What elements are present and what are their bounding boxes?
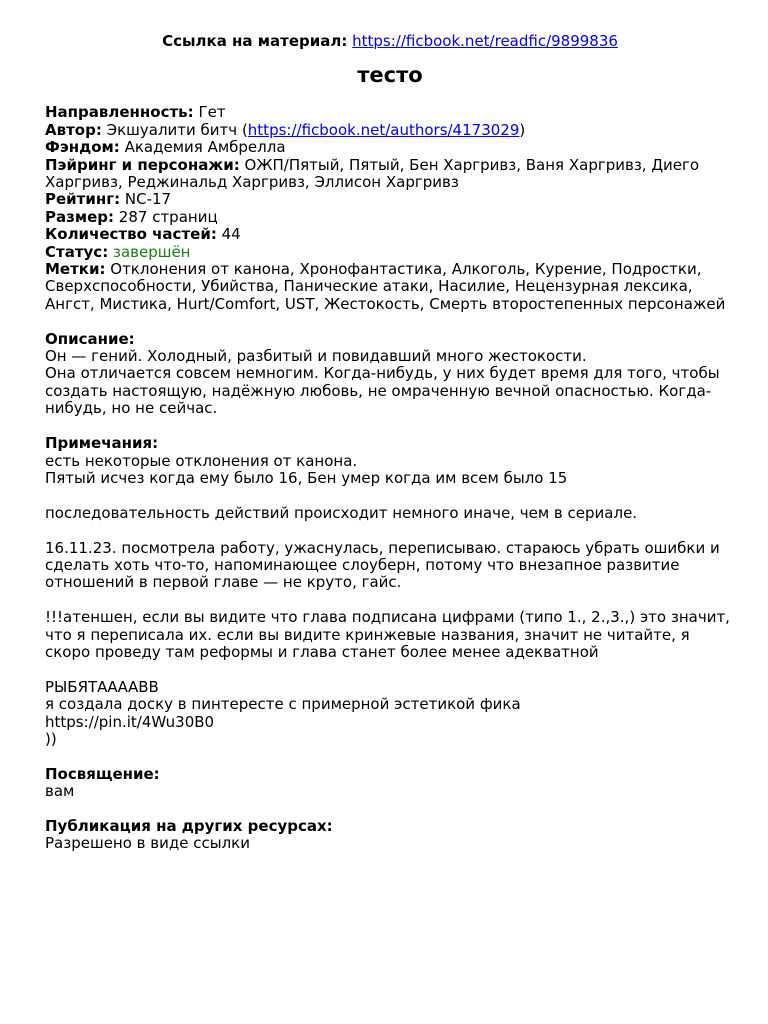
fandom-label: Фэндом: (45, 138, 120, 157)
spacer (45, 801, 735, 818)
field-rating (45, 191, 735, 208)
status-label: Статус: (45, 242, 109, 261)
notes-section (45, 435, 735, 748)
rating-label: Рейтинг: (45, 190, 121, 209)
field-size (45, 209, 735, 226)
parts-label: Количество частей: (45, 225, 217, 244)
spacer (45, 418, 735, 435)
notes-p5a: РЫБЯТААААВВ (45, 677, 159, 696)
publication-title: Публикация на других ресурсах: (45, 816, 333, 835)
spacer (45, 487, 735, 504)
field-fandom (45, 139, 735, 156)
notes-p1b: Пятый исчез когда ему было 16, Бен умер когда им всем было 15 (45, 468, 568, 487)
pairing-label: Пэйринг и персонажи: (45, 155, 240, 174)
notes-p5d: )) (45, 729, 57, 748)
size-label: Размер: (45, 207, 115, 226)
spacer (45, 592, 735, 609)
field-parts (45, 226, 735, 243)
description-line1: Он — гений. Холодный, разбитый и повидавший много жестокости. (45, 347, 587, 366)
field-direction (45, 104, 735, 121)
dedication-value: вам (45, 782, 75, 801)
fandom-value: Академия Амбрелла (124, 138, 286, 157)
source-link[interactable]: https://ficbook.net/readfic/9899836 (352, 32, 618, 50)
description-section (45, 331, 735, 418)
dedication-section (45, 766, 735, 801)
publication-section (45, 818, 735, 853)
direction-value: Гет (198, 103, 226, 122)
source-line (45, 33, 735, 50)
spacer (45, 313, 735, 330)
direction-label: Направленность: (45, 103, 194, 122)
notes-p1a: есть некоторые отклонения от канона. (45, 451, 358, 470)
field-tags (45, 261, 735, 313)
tags-value: Отклонения от канона, Хронофантастика, Алкоголь, Курение, Подростки, Сверхспособности, Убийства, Панические атаки, Насилие, Нецензурная лексика, Ангст, Мистика, Hurt/Comfort, UST, Жестокость, Смерть второстепенных персонажей (45, 260, 726, 313)
metadata-block (45, 104, 735, 313)
size-value: 287 страниц (118, 207, 218, 226)
field-author (45, 122, 735, 139)
notes-p3: 16.11.23. посмотрела работу, ужаснулась, переписываю. стараюсь убрать ошибки и сделать хоть что-то, напоминающее слоуберн, потому что внезапное развитие отношений в первой главе — не круто, гайс. (45, 538, 720, 592)
work-title: тесто (357, 63, 423, 88)
field-pairing (45, 157, 735, 192)
author-link[interactable]: https://ficbook.net/authors/4173029 (247, 120, 520, 139)
tags-label: Метки: (45, 260, 106, 279)
publication-value: Разрешено в виде ссылки (45, 834, 250, 853)
notes-p5b: я создала доску в пинтересте с примерной эстетикой фика (45, 695, 521, 714)
notes-title: Примечания: (45, 434, 159, 453)
author-name: Экшуалити битч (106, 120, 238, 139)
spacer (45, 748, 735, 765)
document-page (45, 33, 735, 853)
status-value: завершён (112, 242, 191, 261)
pairing-value: ОЖП/Пятый, Пятый, Бен Харгривз, Ваня Харгривз, Диего Харгривз, Реджинальд Харгривз, Эллисон Харгривз (45, 155, 700, 192)
author-paren: (https://ficbook.net/authors/4173029) (241, 120, 526, 139)
spacer (45, 522, 735, 539)
source-label: Ссылка на материал: (162, 32, 348, 50)
description-title: Описание: (45, 329, 135, 348)
notes-p5c: https://pin.it/4Wu30B0 (45, 712, 215, 731)
rating-value: NC-17 (124, 190, 172, 209)
notes-p4: !!!атеншен, если вы видите что глава подписана цифрами (типо 1., 2.,3.,) это значит, что я переписала их. если вы видите кринжевые названия, значит не читайте, я скоро проведу там реформы и глава станет более менее адекватной (45, 608, 730, 661)
spacer (45, 661, 735, 678)
dedication-title: Посвящение: (45, 764, 160, 783)
field-status (45, 244, 735, 261)
author-label: Автор: (45, 120, 102, 139)
description-line2: Она отличается совсем немногим. Когда-нибудь, у них будет время для того, чтобы создать настоящую, надёжную любовь, не омраченную вечной опасностью. Когда-нибудь, но не сейчас. (45, 364, 720, 418)
parts-value: 44 (221, 225, 241, 244)
notes-p2: последовательность действий происходит немного иначе, чем в сериале. (45, 503, 638, 522)
